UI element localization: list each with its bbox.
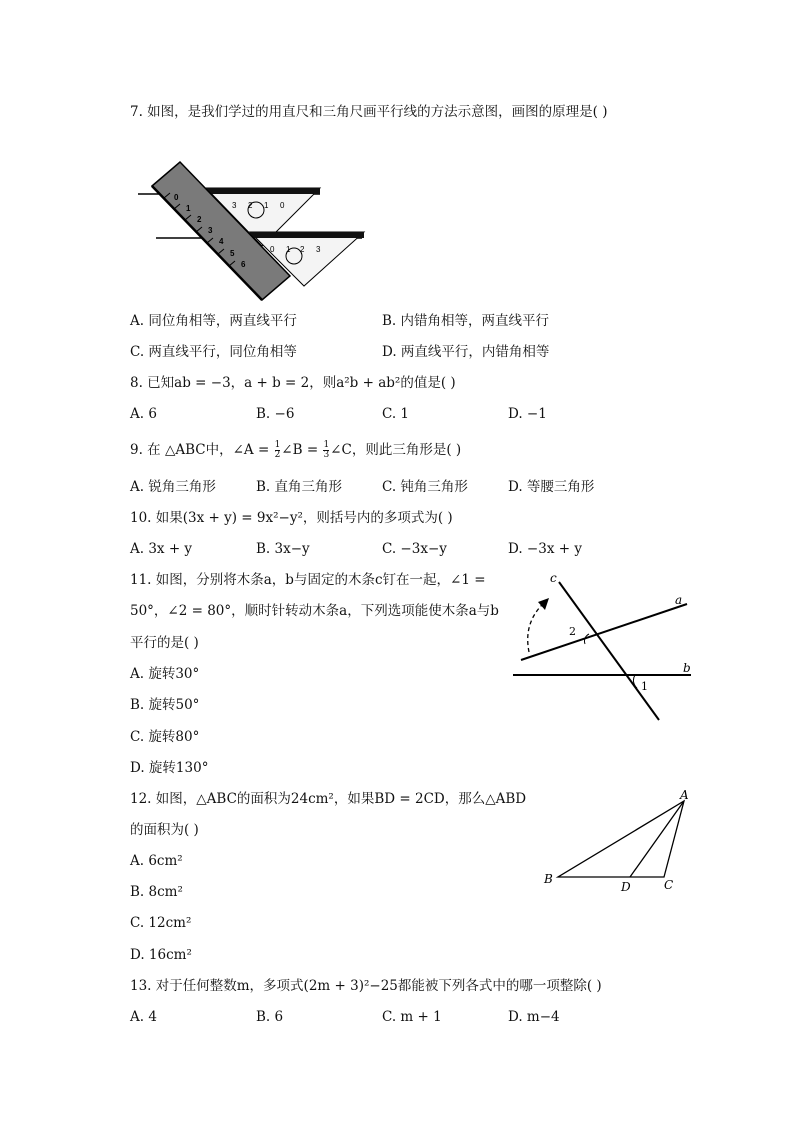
q10-stem: 10. 如果(3x + y) = 9x²−y²，则括号内的多项式为( ) bbox=[130, 510, 453, 526]
q11-option-d[interactable]: D. 旋转130° bbox=[130, 760, 209, 776]
q8-stem: 8. 已知ab = −3，a + b = 2，则a²b + ab²的值是( ) bbox=[130, 375, 456, 391]
q13-option-b[interactable]: B. 6 bbox=[256, 1009, 284, 1025]
lower-tri-tick-0: 0 bbox=[270, 245, 275, 254]
label-angle-1: 1 bbox=[641, 680, 648, 693]
label-angle-2: 2 bbox=[569, 625, 576, 638]
q7-option-a[interactable]: A. 同位角相等，两直线平行 bbox=[130, 313, 297, 329]
q9-stem bbox=[130, 441, 461, 460]
q8-option-c[interactable]: C. 1 bbox=[382, 406, 410, 422]
q8-option-d[interactable]: D. −1 bbox=[508, 406, 547, 422]
label-a: a bbox=[675, 593, 683, 607]
ruler-tick-3: 3 bbox=[208, 226, 213, 235]
label-c: c bbox=[550, 571, 557, 585]
q9-option-b[interactable]: B. 直角三角形 bbox=[256, 479, 343, 495]
lower-tri-tick-1: 1 bbox=[286, 245, 291, 254]
label-b: b bbox=[683, 661, 691, 675]
q12-option-b[interactable]: B. 8cm² bbox=[130, 884, 183, 900]
triangle-abc bbox=[558, 801, 684, 877]
q11-option-b[interactable]: B. 旋转50° bbox=[130, 697, 200, 713]
q12-option-c[interactable]: C. 12cm² bbox=[130, 915, 192, 931]
ruler-tick-6: 6 bbox=[241, 260, 246, 269]
q9-stem-prefix: 9. 在 △ABC中，∠A = bbox=[130, 442, 274, 458]
q9-frac1-num: 1 bbox=[274, 440, 281, 450]
q11-option-c[interactable]: C. 旋转80° bbox=[130, 729, 200, 745]
q13-option-a[interactable]: A. 4 bbox=[130, 1009, 157, 1025]
q12-stem-line-2: 的面积为( ) bbox=[130, 822, 199, 838]
q9-option-c[interactable]: C. 钝角三角形 bbox=[382, 479, 468, 495]
upper-tri-tick-2: 2 bbox=[248, 201, 253, 210]
ruler-tick-1: 1 bbox=[186, 204, 191, 213]
lower-tri-tick-3: 3 bbox=[316, 245, 321, 254]
q8-option-a[interactable]: A. 6 bbox=[130, 406, 157, 422]
segment-ad bbox=[630, 801, 684, 877]
ruler-tick-2: 2 bbox=[197, 215, 202, 224]
q9-frac2-den: 3 bbox=[323, 450, 330, 460]
label-B: B bbox=[544, 872, 553, 886]
upper-tri-tick-3: 3 bbox=[232, 201, 237, 210]
q11-option-a[interactable]: A. 旋转30° bbox=[130, 666, 200, 682]
q7-ruler-triangle-figure bbox=[134, 158, 366, 304]
ruler-tick-0: 0 bbox=[174, 193, 179, 202]
q9-stem-suffix: ∠C，则此三角形是( ) bbox=[330, 442, 462, 458]
q9-option-a[interactable]: A. 锐角三角形 bbox=[130, 479, 216, 495]
q11-stem-line-1: 11. 如图，分别将木条a，b与固定的木条c钉在一起，∠1 = bbox=[130, 572, 486, 588]
label-A: A bbox=[680, 788, 689, 802]
q7-option-d[interactable]: D. 两直线平行，内错角相等 bbox=[382, 344, 550, 360]
ruler-tick-5: 5 bbox=[230, 249, 235, 258]
q12-stem-line-1: 12. 如图，△ABC的面积为24cm²，如果BD = 2CD，那么△ABD bbox=[130, 791, 527, 807]
q13-option-c[interactable]: C. m + 1 bbox=[382, 1009, 442, 1025]
q7-option-c[interactable]: C. 两直线平行，同位角相等 bbox=[130, 344, 297, 360]
q10-option-b[interactable]: B. 3x−y bbox=[256, 541, 310, 557]
rotation-arrow bbox=[528, 602, 545, 652]
ruler-tick-4: 4 bbox=[219, 237, 224, 246]
q11-stem-line-2: 50°，∠2 = 80°，顺时针转动木条a，下列选项能使木条a与b bbox=[130, 603, 499, 619]
upper-tri-tick-1: 1 bbox=[264, 201, 269, 210]
q7-option-b[interactable]: B. 内错角相等，两直线平行 bbox=[382, 313, 550, 329]
label-D: D bbox=[621, 880, 631, 894]
q10-option-c[interactable]: C. −3x−y bbox=[382, 541, 447, 557]
line-c bbox=[559, 582, 659, 720]
q11-wood-strips-figure bbox=[505, 568, 700, 728]
q9-stem-mid: ∠B = bbox=[281, 442, 323, 458]
q12-triangle-figure bbox=[540, 785, 700, 895]
line-a bbox=[521, 604, 687, 660]
q12-option-a[interactable]: A. 6cm² bbox=[130, 853, 183, 869]
q10-option-a[interactable]: A. 3x + y bbox=[130, 541, 193, 557]
q11-stem-line-3: 平行的是( ) bbox=[130, 635, 199, 651]
q13-option-d[interactable]: D. m−4 bbox=[508, 1009, 560, 1025]
lower-tri-tick-2: 2 bbox=[300, 245, 305, 254]
q9-option-d[interactable]: D. 等腰三角形 bbox=[508, 479, 595, 495]
label-C: C bbox=[664, 878, 674, 892]
upper-tri-tick-0: 0 bbox=[280, 201, 285, 210]
q9-frac1-den: 2 bbox=[274, 450, 281, 460]
q7-stem: 7. 如图，是我们学过的用直尺和三角尺画平行线的方法示意图，画图的原理是( ) bbox=[130, 104, 608, 120]
q9-frac2-num: 1 bbox=[323, 440, 330, 450]
q10-option-d[interactable]: D. −3x + y bbox=[508, 541, 582, 557]
q9-fraction-1 bbox=[275, 441, 281, 460]
q13-stem: 13. 对于任何整数m，多项式(2m + 3)²−25都能被下列各式中的哪一项整除( ) bbox=[130, 978, 602, 994]
q8-option-b[interactable]: B. −6 bbox=[256, 406, 295, 422]
q12-option-d[interactable]: D. 16cm² bbox=[130, 947, 192, 963]
q9-fraction-2 bbox=[323, 441, 329, 460]
